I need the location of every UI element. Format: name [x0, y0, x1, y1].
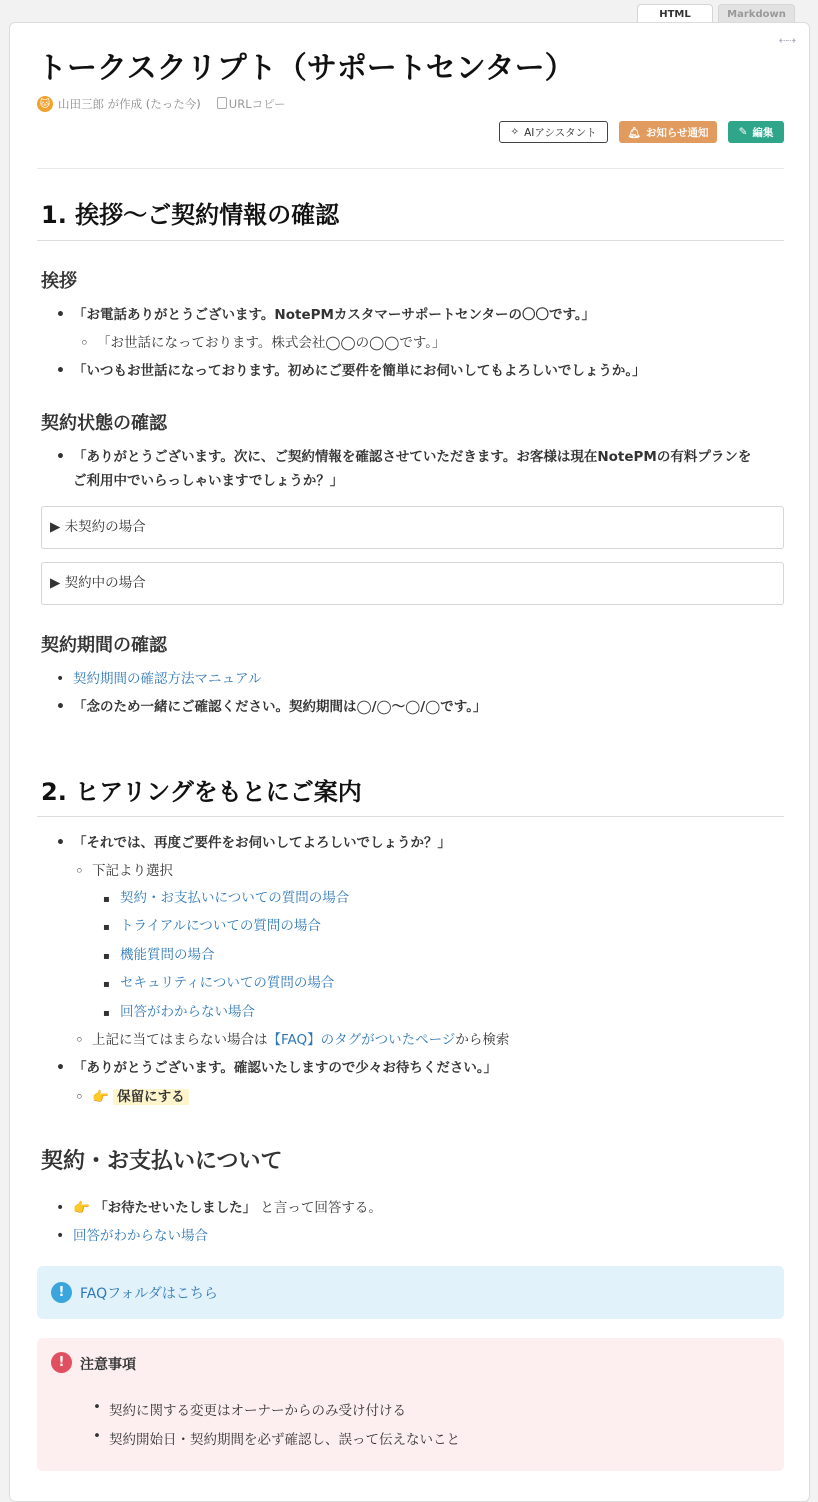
list-item — [120, 942, 215, 968]
faq-folder-link[interactable]: FAQフォルダはこちら — [80, 1286, 218, 1302]
list-item — [120, 913, 321, 939]
section2-rule — [37, 816, 784, 817]
view-tabs — [637, 4, 795, 24]
list-item — [73, 1223, 208, 1249]
list-item: ◦ 「お世話になっております。株式会社◯◯の◯◯です。」 — [97, 330, 446, 356]
list-item: • 「念のため一緒にご確認ください。契約期間は◯/◯〜◯/◯です。」 — [73, 694, 486, 720]
created-info: が作成 (たった今) — [107, 97, 201, 111]
list-item: • 👉 「お待たせいたしました」 と言って回答する。 — [73, 1195, 382, 1221]
link-trial[interactable]: トライアルについての質問の場合 — [120, 918, 321, 934]
notify-button[interactable]: 🔔︎ お知らせ通知 — [619, 121, 717, 143]
link-feature[interactable]: 機能質問の場合 — [120, 947, 215, 963]
pointing-hand-icon: 👉 — [92, 1089, 109, 1105]
edit-button[interactable]: ✎ 編集 — [728, 121, 784, 143]
ai-assistant-button[interactable]: ✧ AIアシスタント — [499, 121, 608, 143]
link-contract-payment[interactable]: 契約・お支払いについての質問の場合 — [120, 890, 350, 906]
list-item: • 「いつもお世話になっております。初めにご要件を簡単にお伺いしてもよろしいでしょうか。」 — [73, 358, 646, 384]
warning-callout — [37, 1338, 784, 1471]
manual-link[interactable]: 契約期間の確認方法マニュアル — [73, 671, 262, 687]
copy-icon[interactable] — [217, 97, 227, 109]
section1-heading: 1. 挨拶〜ご契約情報の確認 — [41, 201, 340, 229]
list-item — [120, 970, 334, 996]
warning-title: 注意事項 — [80, 1357, 136, 1373]
link-unknown[interactable]: 回答がわからない場合 — [120, 1004, 255, 1020]
warning-item: • 契約に関する変更はオーナーからのみ受け付ける — [109, 1399, 406, 1419]
tab-html[interactable]: HTML — [637, 4, 713, 24]
pencil-icon: ✎ — [738, 126, 748, 138]
warning-item: • 契約開始日・契約期間を必ず確認し、誤って伝えないこと — [109, 1428, 460, 1448]
author-avatar[interactable]: 🐱 — [37, 96, 53, 112]
hold-highlight: 保留にする — [113, 1089, 189, 1105]
expand-width-icon[interactable]: ⇠⇢ — [778, 34, 795, 47]
page-actions — [499, 121, 784, 143]
list-item: • 「お電話ありがとうございます。NotePMカスタマーサポートセンターの〇〇です。」 — [73, 302, 595, 328]
link-security[interactable]: セキュリティについての質問の場合 — [120, 975, 335, 991]
list-item — [120, 885, 349, 911]
list-item — [120, 999, 255, 1025]
copy-url-link[interactable]: URLコピー — [228, 97, 286, 111]
list-item: • 「ありがとうございます。次に、ご契約情報を確認させていただきます。お客様は現在NotePMの有料プランを — [73, 444, 751, 470]
section1-rule — [37, 240, 784, 241]
list-item: ◦ 上記に当てはまらない場合は【FAQ】のタグがついたページから検索 — [92, 1027, 509, 1053]
page-card — [9, 22, 810, 1502]
details-contracted[interactable]: ▶ 契約中の場合 — [41, 562, 784, 605]
details-not-contracted[interactable]: ▶ 未契約の場合 — [41, 506, 784, 549]
pointing-hand-icon: 👉 — [73, 1200, 90, 1216]
list-item-continuation: ご利用中でいらっしゃいますでしょうか？」 — [73, 473, 344, 489]
list-item — [92, 1084, 189, 1110]
contract-status-heading: 契約状態の確認 — [41, 413, 167, 434]
section2-heading: 2. ヒアリングをもとにご案内 — [41, 778, 362, 806]
page-meta — [37, 96, 286, 112]
bell-icon: 🔔︎ — [627, 126, 641, 139]
greeting-heading: 挨拶 — [41, 271, 77, 292]
list-item — [73, 666, 261, 692]
list-item: ◦ 下記より選択 — [92, 858, 173, 884]
list-item: • 「ありがとうございます。確認いたしますので少々お待ちください。」 — [73, 1055, 497, 1081]
faq-tag-link[interactable]: 【FAQ】のタグがついたページ — [267, 1032, 456, 1048]
page-title: トークスクリプト（サポートセンター） — [37, 51, 575, 86]
header-divider — [37, 168, 784, 169]
list-item: • 「それでは、再度ご要件をお伺いしてよろしいでしょうか？」 — [73, 830, 451, 856]
info-callout — [37, 1266, 784, 1319]
unknown-answer-link[interactable]: 回答がわからない場合 — [73, 1228, 208, 1244]
contract-period-heading: 契約期間の確認 — [41, 635, 167, 656]
info-icon: ! — [51, 1282, 72, 1303]
payment-heading: 契約・お支払いについて — [41, 1149, 283, 1174]
sparkle-icon: ✧ — [510, 126, 520, 138]
warning-icon: ! — [51, 1352, 72, 1373]
tab-markdown[interactable]: Markdown — [718, 4, 795, 24]
author-name[interactable]: 山田三郎 — [58, 97, 104, 111]
